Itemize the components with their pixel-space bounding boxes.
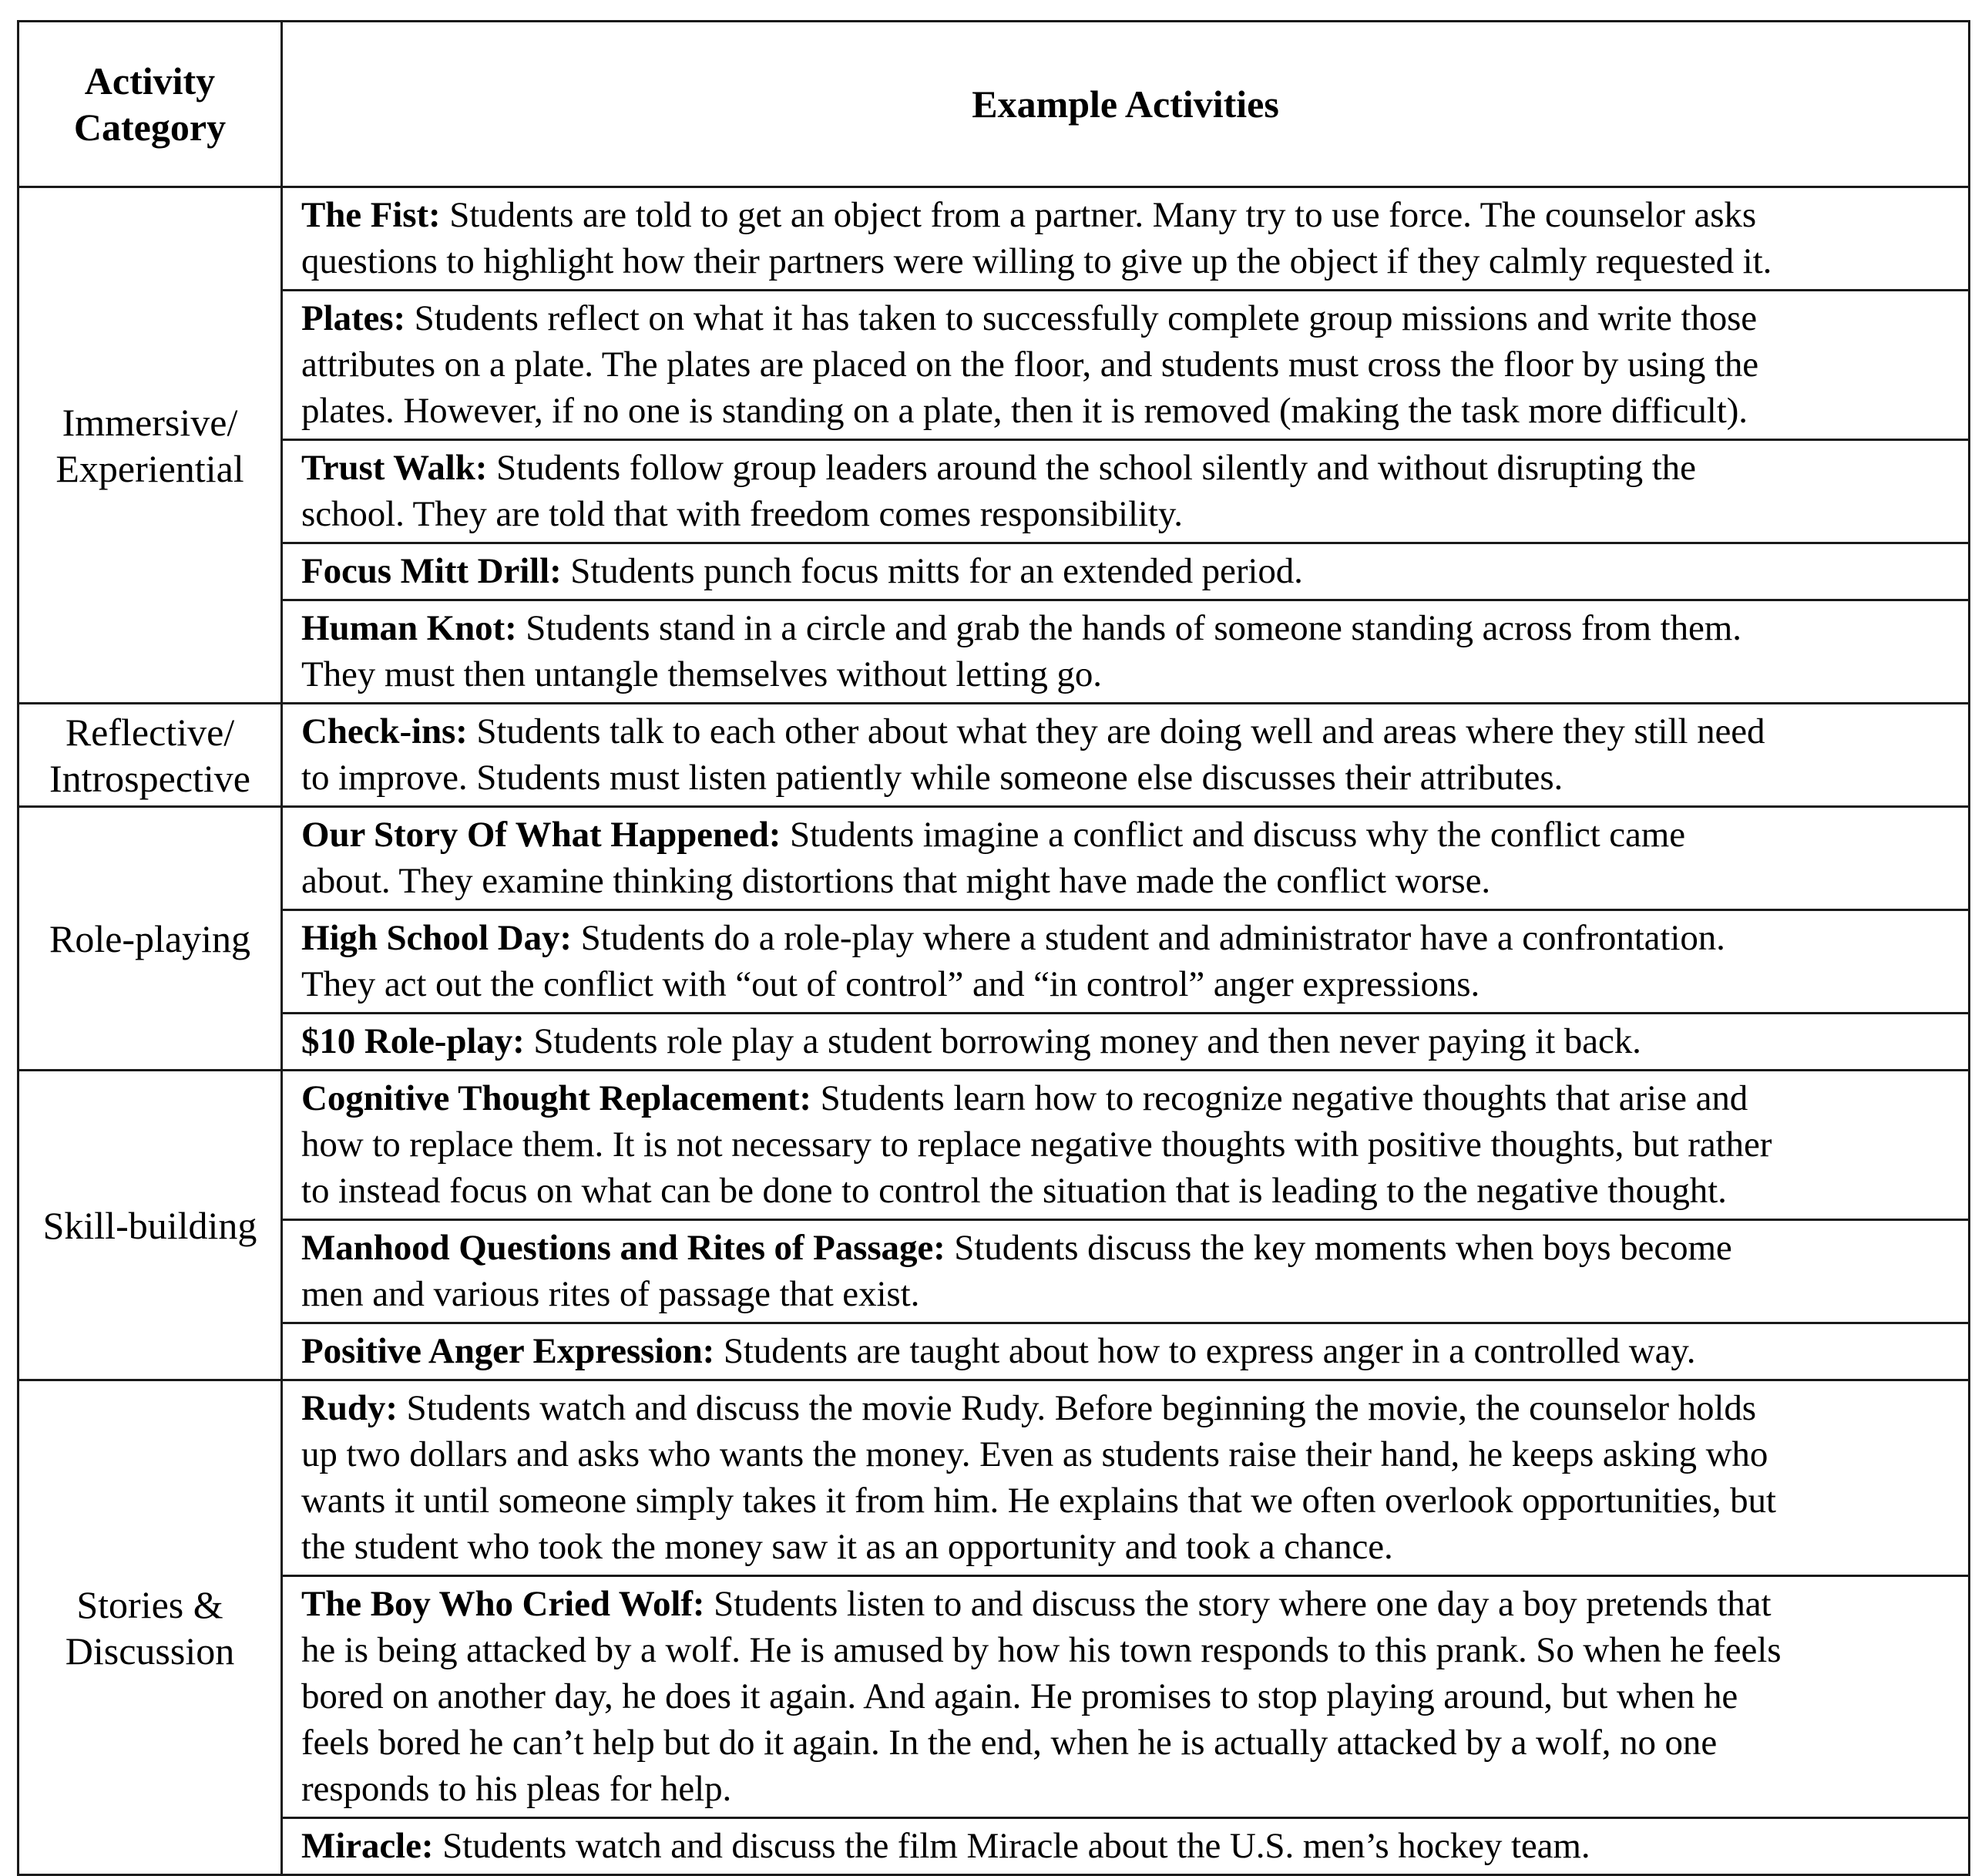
activity-description: Students follow group leaders around the school silently and without disrupting the: [487, 448, 1696, 488]
category-line: Experiential: [55, 446, 244, 490]
activity-name: Positive Anger Expression:: [301, 1331, 715, 1371]
activity-description: questions to highlight how their partners were willing to give up the object if they calmly requested it.: [301, 241, 1772, 281]
activity-description: Students learn how to recognize negative thoughts that arise and: [811, 1078, 1748, 1118]
activity-cell: [282, 807, 1970, 910]
activity-description: men and various rites of passage that exist.: [301, 1274, 920, 1314]
activity-line: [301, 1766, 1960, 1812]
activity-cell: [282, 600, 1970, 704]
activity-cell: [282, 910, 1970, 1014]
activity-name: High School Day:: [301, 918, 572, 958]
header-activity-category: [18, 22, 282, 187]
activity-description: They act out the conflict with “out of control” and “in control” anger expressions.: [301, 964, 1480, 1004]
activity-description: Students punch focus mitts for an extended period.: [561, 551, 1303, 591]
table-row: [18, 1323, 1970, 1380]
activity-line: [301, 1431, 1960, 1478]
activity-description: Students imagine a conflict and discuss why the conflict came: [781, 815, 1686, 855]
activity-cell: [282, 1323, 1970, 1380]
activity-cell: [282, 1071, 1970, 1220]
activity-description: about. They examine thinking distortions that might have made the conflict worse.: [301, 861, 1490, 901]
activity-cell: [282, 1576, 1970, 1818]
activity-description: responds to his pleas for help.: [301, 1769, 732, 1809]
activity-description: school. They are told that with freedom comes responsibility.: [301, 494, 1183, 534]
activity-line: [301, 1524, 1960, 1570]
category-line: Discussion: [65, 1629, 235, 1673]
activity-description: Students are taught about how to express anger in a controlled way.: [714, 1331, 1696, 1371]
activity-description: Students stand in a circle and grab the hands of someone standing across from them.: [516, 608, 1741, 648]
activity-line: [301, 192, 1960, 238]
activity-line: [301, 491, 1960, 537]
activity-description: he is being attacked by a wolf. He is amused by how his town responds to this prank. So when he feels: [301, 1630, 1782, 1670]
table-row: [18, 1071, 1970, 1220]
activity-name: Our Story Of What Happened:: [301, 815, 781, 855]
activity-description: plates. However, if no one is standing on a plate, then it is removed (making the task more difficult).: [301, 391, 1748, 431]
activity-line: [301, 1018, 1960, 1064]
activity-description: feels bored he can’t help but do it again. In the end, when he is actually attacked by a wolf, no one: [301, 1723, 1718, 1763]
activity-name: Rudy:: [301, 1388, 398, 1428]
activity-line: [301, 1673, 1960, 1720]
activity-cell: [282, 543, 1970, 600]
category-line: Role-playing: [49, 916, 251, 960]
activity-name: Trust Walk:: [301, 448, 488, 488]
table-row: [18, 600, 1970, 704]
activity-description: Students watch and discuss the film Miracle about the U.S. men’s hockey team.: [433, 1826, 1590, 1866]
category-cell: [18, 187, 282, 704]
table-row: [18, 704, 1970, 807]
activity-line: [301, 1478, 1960, 1524]
table-row: [18, 1576, 1970, 1818]
activity-line: [301, 445, 1960, 491]
activity-cell: [282, 704, 1970, 807]
table-row: [18, 440, 1970, 543]
activity-description: Students watch and discuss the movie Rudy. Before beginning the movie, the counselor holds: [397, 1388, 1756, 1428]
table-row: [18, 187, 1970, 291]
activity-description: Students are told to get an object from a partner. Many try to use force. The counselor asks: [440, 195, 1757, 235]
header-row: [18, 22, 1970, 187]
table-row: [18, 1220, 1970, 1323]
activity-description: Students listen to and discuss the story where one day a boy pretends that: [704, 1584, 1772, 1624]
activity-cell: [282, 1380, 1970, 1576]
activity-description: Students talk to each other about what they are doing well and areas where they still need: [467, 711, 1765, 751]
table-row: [18, 807, 1970, 910]
activity-description: to improve. Students must listen patiently while someone else discusses their attributes.: [301, 758, 1563, 798]
activity-cell: [282, 187, 1970, 291]
activity-description: Students role play a student borrowing money and then never paying it back.: [524, 1021, 1641, 1061]
activity-name: Human Knot:: [301, 608, 517, 648]
activity-line: [301, 858, 1960, 904]
activity-line: [301, 388, 1960, 434]
activity-name: The Fist:: [301, 195, 441, 235]
activity-line: [301, 1823, 1960, 1869]
category-cell: [18, 704, 282, 807]
activity-line: [301, 1075, 1960, 1121]
activity-line: [301, 1121, 1960, 1168]
activity-description: Students discuss the key moments when boys become: [945, 1228, 1732, 1268]
activity-line: [301, 812, 1960, 858]
activity-description: up two dollars and asks who wants the money. Even as students raise their hand, he keeps asking who: [301, 1434, 1768, 1474]
table-body: [18, 187, 1970, 1875]
table-row: [18, 1818, 1970, 1875]
activity-line: [301, 1225, 1960, 1271]
activity-cell: [282, 440, 1970, 543]
activity-line: [301, 915, 1960, 961]
activity-cell: [282, 291, 1970, 440]
activity-description: They must then untangle themselves without letting go.: [301, 654, 1102, 694]
activity-line: [301, 708, 1960, 755]
category-cell: [18, 1380, 282, 1875]
header-category-line: Category: [73, 106, 227, 149]
activity-line: [301, 548, 1960, 594]
category-cell: [18, 1071, 282, 1380]
activity-description: Students reflect on what it has taken to successfully complete group missions and write those: [405, 298, 1758, 338]
activity-description: the student who took the money saw it as an opportunity and took a chance.: [301, 1527, 1393, 1567]
activity-line: [301, 1627, 1960, 1673]
activity-line: [301, 651, 1960, 698]
activity-description: bored on another day, he does it again. And again. He promises to stop playing around, but when he: [301, 1676, 1738, 1716]
header-category-line: Activity: [84, 59, 216, 103]
table-row: [18, 1014, 1970, 1071]
activity-description: how to replace them. It is not necessary to replace negative thoughts with positive thoughts, but rather: [301, 1125, 1772, 1165]
activity-name: Miracle:: [301, 1826, 434, 1866]
table-row: [18, 1380, 1970, 1576]
table-row: [18, 543, 1970, 600]
activity-name: Plates:: [301, 298, 406, 338]
activity-line: [301, 1581, 1960, 1627]
category-line: Immersive/: [62, 400, 238, 444]
activity-name: Cognitive Thought Replacement:: [301, 1078, 811, 1118]
category-line: Introspective: [49, 756, 250, 800]
activity-line: [301, 961, 1960, 1007]
activity-line: [301, 605, 1960, 651]
activity-cell: [282, 1818, 1970, 1875]
activity-line: [301, 1720, 1960, 1766]
activity-name: Focus Mitt Drill:: [301, 551, 562, 591]
category-line: Skill-building: [42, 1203, 257, 1247]
activity-cell: [282, 1220, 1970, 1323]
activity-line: [301, 295, 1960, 341]
activity-description: Students do a role-play where a student and administrator have a confrontation.: [571, 918, 1725, 958]
header-example-activities: Example Activities: [282, 22, 1970, 187]
activity-description: to instead focus on what can be done to control the situation that is leading to the negative thought.: [301, 1171, 1727, 1211]
activity-name: $10 Role-play:: [301, 1021, 525, 1061]
activity-description: attributes on a plate. The plates are placed on the floor, and students must cross the floor by using the: [301, 345, 1759, 385]
activity-name: Manhood Questions and Rites of Passage:: [301, 1228, 945, 1268]
category-line: Stories &: [76, 1582, 223, 1626]
activity-line: [301, 1328, 1960, 1374]
activity-cell: [282, 1014, 1970, 1071]
activity-line: [301, 1168, 1960, 1214]
activity-line: [301, 1385, 1960, 1431]
activity-line: [301, 755, 1960, 801]
activity-name: The Boy Who Cried Wolf:: [301, 1584, 705, 1624]
activity-line: [301, 341, 1960, 388]
table-row: [18, 910, 1970, 1014]
category-cell: [18, 807, 282, 1071]
category-line: Reflective/: [65, 710, 235, 754]
activity-description: wants it until someone simply takes it from him. He explains that we often overlook opportunities, but: [301, 1481, 1776, 1521]
activities-table: [17, 20, 1970, 1876]
table-row: [18, 291, 1970, 440]
activity-name: Check-ins:: [301, 711, 468, 751]
activity-line: [301, 238, 1960, 284]
activity-line: [301, 1271, 1960, 1317]
